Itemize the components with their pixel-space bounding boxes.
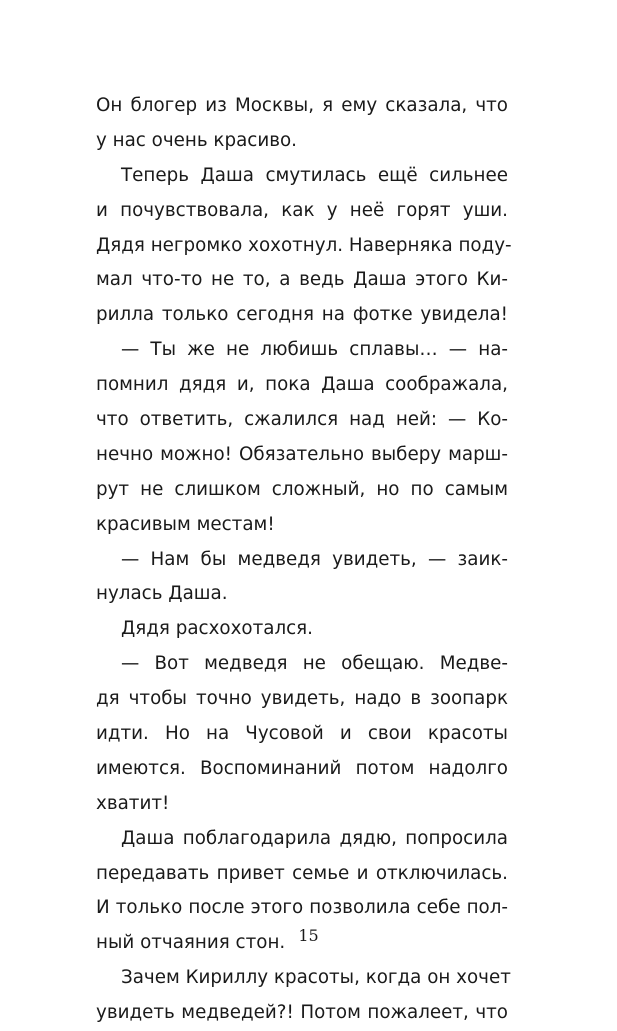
text-line: ный отчаяния стон. [96,932,286,954]
book-page-text [96,89,512,1031]
text-line: хватит! [96,792,170,814]
text-line: передавать привет семье и отключилась. [96,862,508,884]
text-line: рилла только сегодня на фотке увидела! [96,304,508,326]
text-line: дя чтобы точно увидеть, надо в зоопарк [96,688,508,710]
text-line: Даша поблагодарила дядю, попросила [121,827,508,849]
text-line: красивым местам! [96,513,275,535]
text-line: увидеть медведей?! Потом пожалеет, что [96,1002,508,1024]
text-line: — Ты же не любишь сплавы… — на- [121,339,508,361]
text-line: Дядя расхохотался. [121,618,313,640]
text-line: — Нам бы медведя увидеть, — заик- [121,548,508,570]
text-line: у нас очень красиво. [96,129,297,151]
text-line: И только после этого позволила себе пол- [96,897,508,919]
text-line: Он блогер из Москвы, я ему сказала, что [96,95,508,116]
text-line: рут не слишком сложный, но по самым [96,478,508,500]
text-line: — Вот медведя не обещаю. Медве- [121,653,508,675]
text-line: Зачем Кириллу красоты, когда он хочет [121,967,511,989]
text-line: что ответить, сжалился над ней: — Ко- [96,409,508,431]
text-line: Теперь Даша смутилась ещё сильнее [121,164,508,186]
text-line: нечно можно! Обязательно выберу марш- [96,443,508,465]
text-line: Дядя негромко хохотнул. Наверняка поду- [96,234,512,256]
text-line: нулась Даша. [96,583,228,605]
text-line: идти. Но на Чусовой и свои красоты [96,723,508,745]
text-line: помнил дядя и, пока Даша соображала, [96,374,508,396]
page-number: 15 [298,926,319,945]
text-line: и почувствовала, как у неё горят уши. [96,199,508,221]
text-line: имеются. Воспоминаний потом надолго [96,757,508,779]
text-line: мал что-то не то, а ведь Даша этого Ки- [96,269,508,291]
